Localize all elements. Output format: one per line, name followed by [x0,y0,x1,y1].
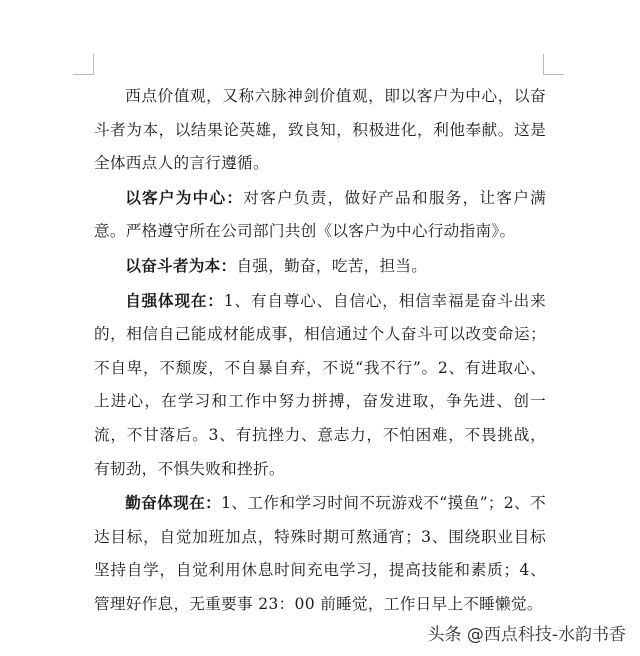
paragraph-diligence [94,486,546,621]
watermark-text: 头条 @西点科技-水韵书香 [427,625,626,645]
paragraph-text: 自强，勤奋，吃苦，担当。 [236,256,428,275]
paragraph-heading: 以奋斗者为本： [125,255,237,275]
paragraph-striver-based [94,249,546,284]
paragraph-heading: 勤奋体现在： [125,493,222,513]
paragraph-text: 对客户负责，做好产品和服务，让客户满意。严格遵守所在公司部门共创《以客户为中心行动指南》。 [94,188,546,241]
paragraph-values-intro [94,80,546,181]
paragraph-self-strengthening [94,284,546,487]
document-body [94,80,546,622]
paragraph-heading: 以客户为中心： [125,187,244,207]
margin-marker-top-right [543,54,564,75]
paragraph-text: 西点价值观，又称六脉神剑价值观，即以客户为中心，以奋斗者为本，以结果论英雄，致良知，积极进化，利他奉献。这是全体西点人的言行遵循。 [94,87,546,173]
paragraph-customer-centric [94,181,546,249]
margin-marker-top-left [73,54,94,75]
paragraph-heading: 自强体现在： [125,290,224,310]
paragraph-text: 1、工作和学习时间不玩游戏不“摸鱼”；2、不达目标，自觉加班加点，特殊时期可熬通宵；3、围绕职业目标坚持自学，自觉利用休息时间充电学习，提高技能和素质；4、管理好作息，无重要事 23：00 前睡觉，工作日早上不睡懒觉。 [94,494,546,613]
paragraph-text: 1、有自尊心、自信心，相信幸福是奋斗出来的，相信自己能成材能成事，相信通过个人奋斗可以改变命运；不自卑，不颓废，不自暴自弃，不说“我不行”。2、有进取心、上进心，在学习和工作中努力拼搏，奋发进取，争先进、创一流，不甘落后。3、有抗挫力、意志力，不怕困难，不畏挑战，有韧劲，不惧失败和挫折。 [94,291,546,478]
